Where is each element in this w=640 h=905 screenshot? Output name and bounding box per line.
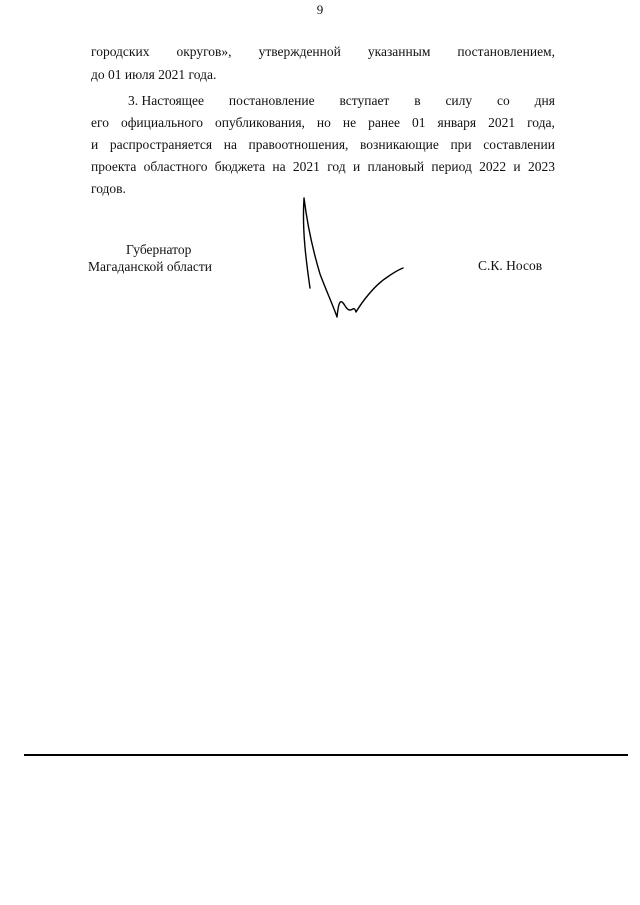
- word: 2022: [479, 159, 507, 174]
- word: 2023: [527, 159, 555, 174]
- word: правоотношения,: [248, 137, 349, 152]
- word: областного: [143, 159, 208, 174]
- word: составлении: [483, 137, 555, 152]
- word: силу: [445, 93, 473, 108]
- word: на: [223, 137, 237, 152]
- word: 3. Настоящее: [128, 93, 205, 108]
- word: распространяется: [109, 137, 213, 152]
- word: 01: [412, 115, 426, 130]
- word: года,: [527, 115, 555, 130]
- word: округов»,: [176, 44, 232, 59]
- word: опубликования,: [215, 115, 305, 130]
- word: не: [342, 115, 357, 130]
- paragraph-1-line-2: до 01 июля 2021 года.: [91, 67, 217, 82]
- handwritten-signature: [290, 190, 420, 325]
- paragraph-2-line-5: годов.: [91, 181, 126, 196]
- word: официального: [120, 115, 204, 130]
- word: бюджета: [214, 159, 266, 174]
- word: и: [91, 137, 99, 152]
- word: на: [272, 159, 286, 174]
- paragraph-1-line-1: [91, 44, 555, 60]
- word: утвержденной: [258, 44, 341, 59]
- word: постановлением,: [457, 44, 555, 59]
- word: ранее: [368, 115, 401, 130]
- paragraph-2-line-3: [91, 137, 555, 153]
- word: января: [437, 115, 477, 130]
- paragraph-2-line-1: [128, 93, 555, 109]
- word: 2021: [488, 115, 516, 130]
- word: период: [431, 159, 472, 174]
- word: но: [316, 115, 331, 130]
- paragraph-2-line-2: [91, 115, 555, 131]
- word: плановый: [367, 159, 425, 174]
- word: 2021: [292, 159, 320, 174]
- word: проекта: [91, 159, 137, 174]
- word: год: [327, 159, 346, 174]
- word: городских: [91, 44, 150, 59]
- word: и: [352, 159, 361, 174]
- signatory-name: С.К. Носов: [478, 258, 543, 273]
- word: дня: [534, 93, 555, 108]
- signatory-title-line-2: Магаданской области: [88, 259, 212, 274]
- bottom-rule: [24, 754, 628, 756]
- word: возникающие: [360, 137, 439, 152]
- word: и: [513, 159, 521, 174]
- signatory-title: [88, 241, 212, 275]
- word: при: [450, 137, 472, 152]
- page-number: 9: [316, 2, 324, 17]
- signatory-title-line-1: Губернатор: [126, 242, 192, 257]
- word: постановление: [228, 93, 315, 108]
- word: вступает: [339, 93, 390, 108]
- word: в: [414, 93, 421, 108]
- paragraph-2-line-4: [91, 159, 555, 175]
- word: указанным: [367, 44, 431, 59]
- word: его: [91, 115, 109, 130]
- word: со: [497, 93, 510, 108]
